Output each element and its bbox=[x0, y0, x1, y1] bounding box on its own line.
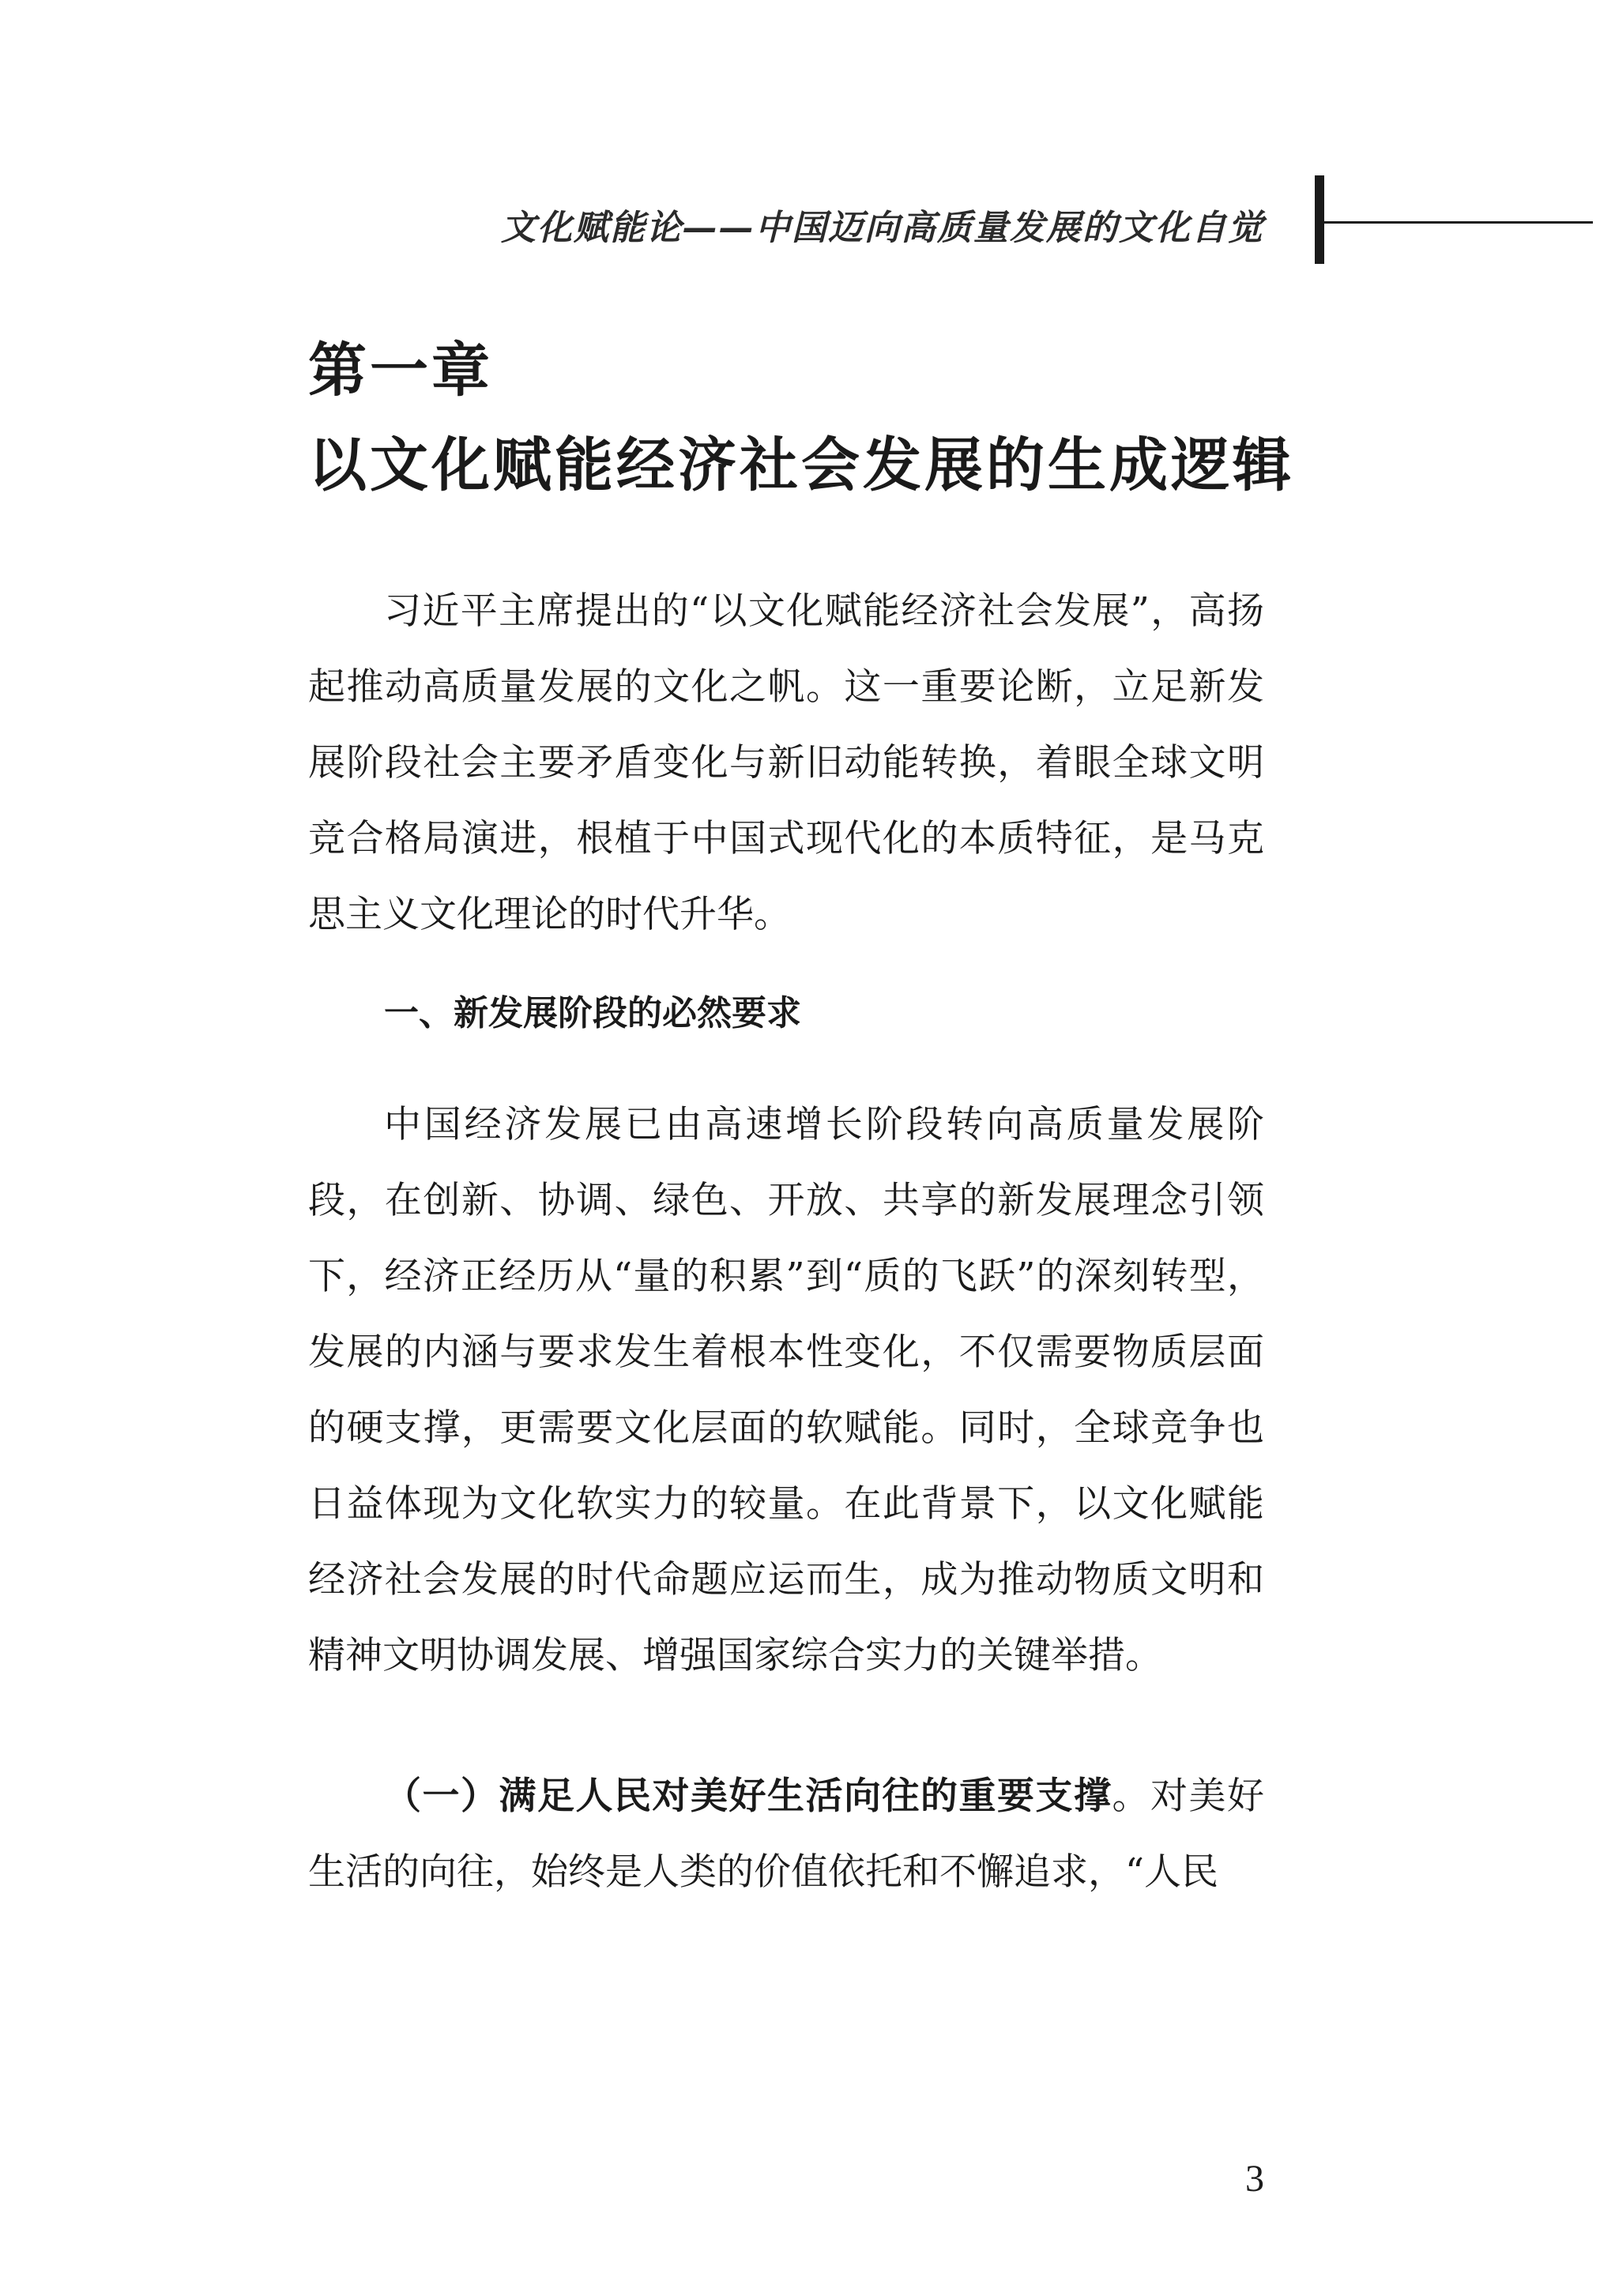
chapter-title: 以文化赋能经济社会发展的生成逻辑 bbox=[308, 431, 1294, 499]
header-bar bbox=[1315, 175, 1324, 264]
running-header: 文化赋能论——中国迈向高质量发展的文化自觉 bbox=[501, 208, 1264, 248]
paragraph-body: 中国经济发展已由高速增长阶段转向高质量发展阶段，在创新、协调、绿色、开放、共享的新发展理念引领下，经济正经历从“量的积累”到“质的飞跃”的深刻转型，发展的内涵与要求发生着根本性变化，不仅需要物质层面的硬支撑，更需要文化层面的软赋能。同时，全球竞争也日益体现为文化软实力的较量。在此背景下，以文化赋能经济社会发展的时代命题应运而生，成为推动物质文明和精神文明协调发展、增强国家综合实力的关键举措。 bbox=[308, 1103, 1264, 1677]
subsection-text: 。对美好生活的向往，始终是人类的价值依托和不懈追求，“人民 bbox=[308, 1775, 1264, 1894]
header-rule bbox=[1324, 221, 1593, 224]
subsection-lead: （一）满足人民对美好生活向往的重要支撑 bbox=[384, 1775, 1112, 1818]
paragraph-intro: 习近平主席提出的“以文化赋能经济社会发展”，高扬起推动高质量发展的文化之帆。这一重要论断，立足新发展阶段社会主要矛盾变化与新旧动能转换，着眼全球文明竞合格局演进，根植于中国式现代化的本质特征，是马克思主义文化理论的时代升华。 bbox=[308, 589, 1264, 936]
page-number: 3 bbox=[1245, 2158, 1264, 2200]
section-heading: 一、新发展阶段的必然要求 bbox=[384, 993, 801, 1033]
paragraph-subsection bbox=[308, 1759, 1264, 1910]
chapter-label: 第一章 bbox=[308, 337, 493, 405]
